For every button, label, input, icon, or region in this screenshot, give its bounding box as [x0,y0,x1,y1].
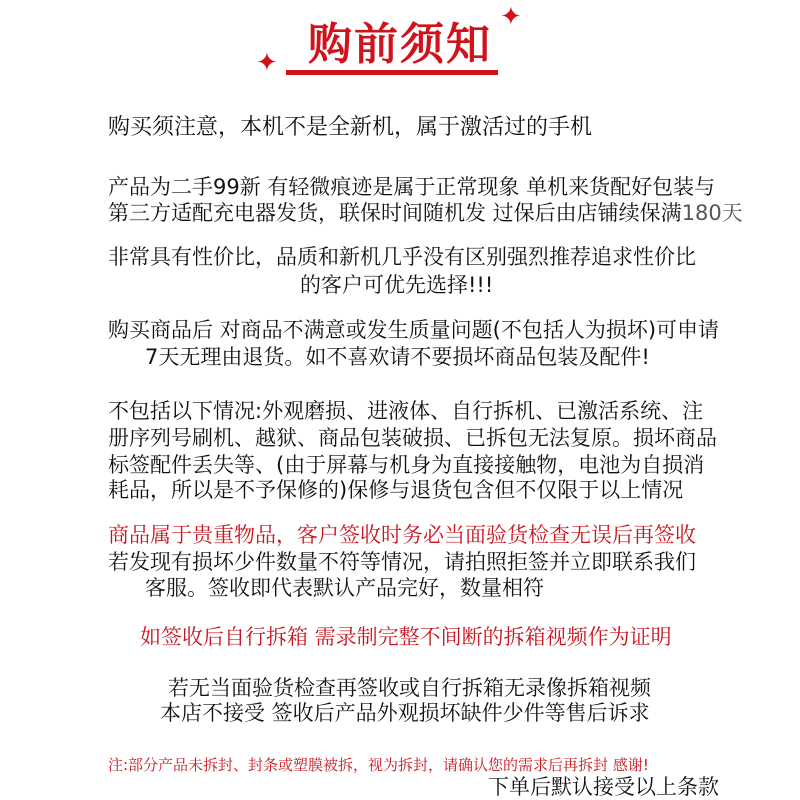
p2-line-2: 的客户可优先选择!!! [300,273,494,297]
intro-line: 购买须注意，本机不是全新机，属于激活过的手机 [108,115,593,140]
page-title: 购前须知 [308,19,492,70]
p1-line-2 [108,200,743,226]
footer-line: 下单后默认接受以上条款 [488,775,719,799]
note-line: 注:部分产品未拆封、封条或塑膜被拆，视为拆封，请确认您的需求后再拆封 感谢! [108,756,649,774]
p5-line-2: 若发现有损坏少件数量不符等情况，请拍照拒签并立即联系我们 [108,550,696,574]
sparkle-icon-right: ✦ [500,2,522,32]
p6-line: 如签收后自行拆箱 需录制完整不间断的拆箱视频作为证明 [140,625,672,649]
p4-line-3: 标签配件丢失等、(由于屏幕与机身为直接接触物，电池为自损消 [108,453,705,477]
p4-line-2: 册序列号刷机、越狱、商品包装破损、已拆包无法复原。损坏商品 [108,426,717,450]
p5-line-1: 商品属于贵重物品，客户签收时务必当面验货检查无误后再签收 [108,523,696,547]
p7-line-2: 本店不接受 签收后产品外观损坏缺件少件等售后诉求 [160,701,650,725]
title-underline [286,70,498,75]
warranty-days: 180天 [681,201,743,225]
p3-line-2: 7天无理由退货。如不喜欢请不要损坏商品包装及配件! [145,345,650,369]
p1-line-1: 产品为二手99新 有轻微痕迹是属于正常现象 单机来货配好包装与 [108,175,716,199]
p2-line-1: 非常具有性价比，品质和新机几乎没有区别强烈推荐追求性价比 [108,245,696,269]
p4-line-1: 不包括以下情况:外观磨损、进液体、自行拆机、已激活系统、注 [108,399,704,423]
p4-line-4: 耗品，所以是不予保修的)保修与退货包含但不仅限于以上情况 [108,478,684,502]
p7-line-1: 若无当面验货检查再签收或自行拆箱无录像拆箱视频 [168,676,651,700]
p5-line-3: 客服。签收即代表默认产品完好，数量相符 [145,576,544,600]
p3-line-1: 购买商品后 对商品不满意或发生质量问题(不包括人为损坏)可申请 [108,318,720,342]
sparkle-icon-left: ✦ [256,48,278,78]
p1-line-2-text: 第三方适配充电器发货，联保时间随机发 过保后由店铺续保满 [108,201,682,225]
